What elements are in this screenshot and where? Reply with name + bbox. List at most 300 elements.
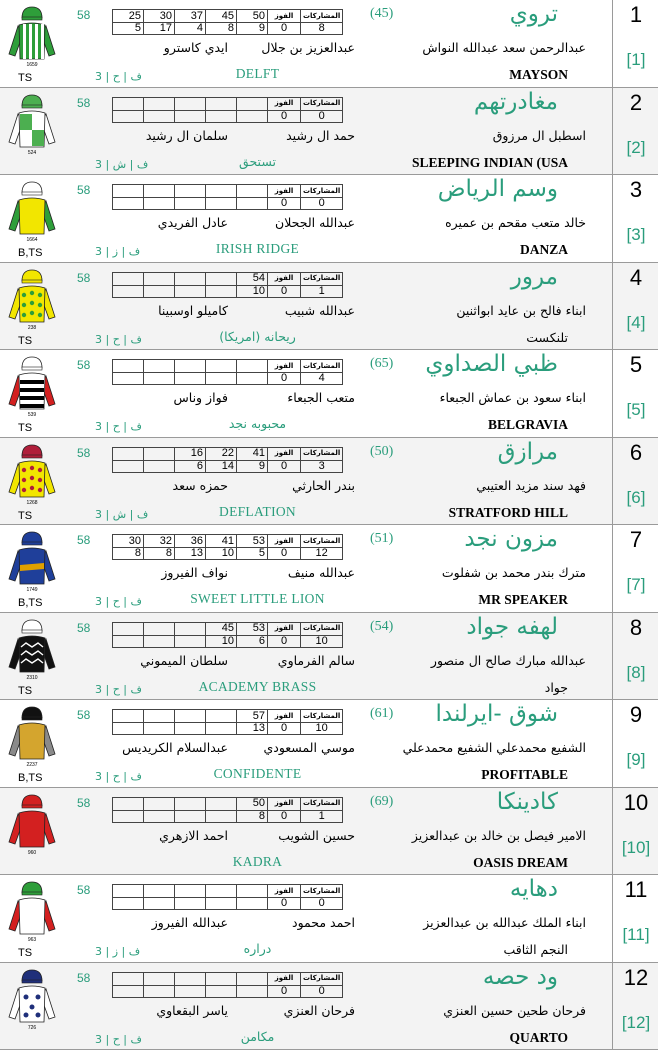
stats-cell: 0 — [268, 23, 301, 35]
weight-value: 58 — [77, 358, 91, 372]
horse-name[interactable]: مرازق — [497, 438, 558, 465]
stats-cell — [113, 972, 144, 985]
jockey-name: عبدالله الفيروز — [151, 915, 228, 930]
stats-cell: 10 — [206, 635, 237, 647]
stats-row-positions — [113, 548, 343, 560]
horse-flags: ف | ز | 3 — [95, 945, 141, 958]
stats-cell: 6 — [175, 460, 206, 472]
equipment-code: B,TS — [18, 772, 43, 784]
trainer-name: متعب الجبعاء — [287, 390, 355, 405]
jockey-name: حمزه سعد — [172, 477, 228, 493]
stats-wins-label: الفوز — [268, 360, 301, 373]
stats-cell: 17 — [144, 23, 175, 35]
stats-cell: 8 — [144, 548, 175, 560]
stats-cell: 0 — [301, 198, 343, 210]
stats-cell — [144, 360, 175, 373]
silk-code: 539 — [27, 412, 37, 418]
owner-name: مترك بندر محمد بن شفلوت — [441, 565, 586, 580]
stats-cell — [175, 272, 206, 285]
horse-rating: (61) — [370, 706, 394, 721]
owner-name: عبدالرحمن سعد عبدالله النواش — [422, 40, 586, 55]
column-divider — [612, 963, 613, 1050]
stats-row-positions — [113, 635, 343, 647]
trainer-name: حمد ال رشيد — [286, 127, 355, 143]
trainer-name: عبدالله منيف — [287, 565, 355, 580]
stats-row-ratings — [113, 622, 343, 635]
horse-rating: (65) — [370, 356, 394, 371]
stats-cell: 57 — [237, 710, 268, 723]
draw-number: [9] — [626, 750, 646, 769]
horse-flags: ف | ح | 3 — [95, 332, 142, 346]
form-stats-table — [112, 622, 343, 648]
stats-cell — [113, 723, 144, 735]
stats-cell — [113, 710, 144, 723]
stats-cell: 1 — [301, 285, 343, 297]
stats-cell — [144, 198, 175, 210]
stats-cell — [175, 373, 206, 385]
stats-cell: 4 — [301, 373, 343, 385]
equipment-code: TS — [18, 684, 33, 697]
stats-wins-label: الفوز — [268, 710, 301, 723]
draw-number: [11] — [622, 925, 650, 944]
runner-row[interactable] — [0, 875, 658, 963]
sire-name: النجم الثاقب — [503, 942, 568, 957]
weight-value: 58 — [77, 183, 91, 197]
weight-value: 58 — [77, 95, 91, 110]
dam-name: KADRA — [232, 853, 283, 869]
horse-rating: (45) — [370, 6, 394, 21]
horse-name[interactable]: وسم الرياض — [437, 176, 558, 202]
stats-cell — [144, 373, 175, 385]
runner-row[interactable] — [0, 438, 658, 526]
stats-row-ratings — [113, 10, 343, 23]
stats-cell — [237, 898, 268, 910]
jockey-silks-icon — [6, 617, 58, 681]
owner-name: ابناء سعود بن عماش الجبعاء — [439, 390, 586, 405]
stats-cell — [175, 885, 206, 898]
stats-cell — [206, 885, 237, 898]
stats-cell: 36 — [175, 535, 206, 548]
stats-runs-label: المشاركات — [301, 185, 343, 198]
stats-cell: 0 — [268, 723, 301, 735]
jockey-silks-icon — [6, 792, 58, 856]
draw-number: [12] — [621, 1012, 651, 1032]
stats-runs-label: المشاركات — [301, 10, 343, 23]
stats-row-ratings — [113, 272, 343, 285]
horse-number: 9 — [629, 702, 643, 727]
trainer-name: موسي المسعودي — [263, 740, 355, 755]
stats-runs-label: المشاركات — [301, 797, 343, 810]
stats-cell: 9 — [237, 23, 268, 35]
runner-row[interactable] — [0, 350, 658, 438]
silk-code: 960 — [27, 849, 37, 856]
jockey-name: سلمان ال رشيد — [145, 127, 228, 143]
stats-cell: 12 — [301, 548, 343, 560]
stats-cell: 1 — [301, 810, 343, 822]
stats-cell — [113, 110, 144, 122]
dam-name: SWEET LITTLE LION — [190, 591, 325, 606]
weight-value: 58 — [77, 795, 91, 810]
stats-row-positions — [113, 723, 343, 735]
stats-cell — [113, 898, 144, 910]
stats-row-ratings — [113, 447, 343, 460]
horse-rating: (50) — [370, 443, 394, 459]
sire-name: MAYSON — [509, 67, 568, 82]
owner-name: الامير فيصل بن خالد بن عبدالعزيز — [411, 827, 586, 843]
stats-runs-label: المشاركات — [301, 360, 343, 373]
silk-code: 238 — [27, 324, 37, 331]
stats-cell — [175, 985, 206, 997]
stats-cell — [113, 185, 144, 198]
dam-name: تستحق — [239, 153, 276, 169]
horse-name[interactable]: مرور — [510, 263, 558, 290]
horse-number: 8 — [629, 614, 643, 640]
horse-number: 5 — [629, 352, 643, 377]
weight-value: 58 — [77, 708, 91, 722]
stats-cell: 0 — [268, 198, 301, 210]
stats-cell — [206, 272, 237, 285]
stats-cell — [144, 885, 175, 898]
stats-cell: 50 — [237, 797, 268, 810]
silk-code: 2237 — [26, 762, 38, 768]
horse-name[interactable]: دهايه — [509, 876, 558, 902]
draw-number: [3] — [626, 225, 646, 244]
column-divider — [612, 525, 613, 612]
stats-cell — [113, 460, 144, 472]
silk-code: 963 — [27, 937, 37, 943]
column-divider — [612, 175, 613, 262]
stats-row-positions — [113, 198, 343, 210]
silk-code: 1268 — [26, 499, 38, 506]
stats-row-positions — [113, 460, 343, 472]
sire-name: DANZA — [519, 242, 568, 257]
stats-cell: 50 — [237, 10, 268, 23]
stats-cell — [206, 810, 237, 822]
silk-code: 1749 — [26, 587, 38, 593]
stats-cell — [206, 710, 237, 723]
stats-cell: 0 — [268, 898, 301, 910]
stats-cell — [144, 723, 175, 735]
stats-row-positions — [113, 285, 343, 297]
stats-row-positions — [113, 898, 343, 910]
silk-code: 1659 — [26, 62, 38, 68]
stats-cell: 0 — [268, 460, 301, 472]
horse-flags: ف | ح | 3 — [95, 770, 142, 783]
trainer-name: عبدالعزيز بن جلال — [261, 40, 355, 55]
stats-wins-label: الفوز — [268, 185, 301, 198]
form-stats-table — [112, 447, 343, 473]
stats-wins-label: الفوز — [268, 797, 301, 810]
stats-wins-label: الفوز — [268, 622, 301, 635]
stats-cell — [175, 110, 206, 122]
weight-value: 58 — [77, 533, 91, 547]
jockey-silks-icon — [6, 179, 58, 243]
stats-cell — [144, 460, 175, 472]
column-divider — [612, 263, 613, 350]
stats-cell — [175, 797, 206, 810]
form-stats-table — [112, 534, 343, 560]
stats-cell: 0 — [268, 548, 301, 560]
stats-row-positions — [113, 110, 343, 122]
stats-cell — [113, 985, 144, 997]
form-stats-table — [112, 972, 343, 998]
owner-name: ابناء فالح بن عايد ابواثنين — [456, 302, 586, 318]
dam-name: CONFIDENTE — [213, 766, 302, 781]
dam-name: DEFLATION — [219, 503, 296, 519]
stats-cell: 0 — [268, 635, 301, 647]
stats-cell — [206, 373, 237, 385]
owner-name: خالد متعب مقحم بن عميره — [445, 215, 586, 230]
owner-name: عبدالله مبارك صالح ال منصور — [430, 652, 586, 668]
stats-row-ratings — [113, 885, 343, 898]
horse-name[interactable]: مغادرتهم — [473, 88, 558, 115]
stats-cell: 10 — [301, 635, 343, 647]
jockey-name: كاميلو اوسبينا — [158, 302, 228, 318]
sire-name: جواد — [544, 679, 568, 695]
horse-name[interactable]: لهفه جواد — [466, 613, 558, 640]
equipment-code: B,TS — [18, 597, 43, 609]
stats-wins-label: الفوز — [268, 447, 301, 460]
stats-cell: 0 — [301, 985, 343, 997]
stats-cell: 45 — [206, 10, 237, 23]
horse-number: 4 — [629, 264, 643, 290]
owner-name: فرحان طحين حسين العنزي — [443, 1002, 586, 1018]
draw-number: [7] — [626, 575, 646, 594]
column-divider — [612, 613, 613, 700]
stats-cell: 30 — [144, 10, 175, 23]
stats-row-positions — [113, 373, 343, 385]
stats-cell — [237, 373, 268, 385]
stats-cell — [144, 972, 175, 985]
draw-number: [1] — [626, 50, 646, 69]
stats-cell: 37 — [175, 10, 206, 23]
stats-cell — [206, 898, 237, 910]
jockey-silks-icon — [6, 442, 58, 506]
stats-row-positions — [113, 810, 343, 822]
horse-name[interactable]: كادينكا — [496, 788, 558, 815]
stats-cell — [206, 110, 237, 122]
stats-cell: 8 — [301, 23, 343, 35]
sire-name: QUARTO — [509, 1029, 568, 1045]
stats-runs-label: المشاركات — [301, 535, 343, 548]
column-divider — [612, 700, 613, 787]
column-divider — [612, 350, 613, 437]
sire-name: PROFITABLE — [481, 767, 568, 782]
stats-cell — [237, 110, 268, 122]
form-stats-table — [112, 184, 343, 210]
stats-cell — [175, 360, 206, 373]
jockey-silks-icon — [6, 267, 58, 331]
form-stats-table — [112, 709, 343, 735]
horse-name[interactable]: شوق -ايرلندا — [435, 701, 558, 727]
dam-name: DELFT — [235, 66, 280, 81]
stats-cell — [144, 710, 175, 723]
stats-runs-label: المشاركات — [301, 710, 343, 723]
trainer-name: حسين الشويب — [278, 827, 355, 843]
horse-rating: (54) — [370, 618, 394, 634]
stats-row-ratings — [113, 360, 343, 373]
dam-name: ACADEMY BRASS — [198, 678, 317, 694]
sire-name: STRATFORD HILL — [448, 504, 568, 520]
dam-name: (ريحانه (امريكا — [219, 328, 296, 344]
trainer-name: احمد محمود — [292, 915, 355, 930]
runner-row[interactable] — [0, 788, 658, 876]
column-divider — [612, 438, 613, 525]
stats-cell: 0 — [268, 373, 301, 385]
jockey-name: عادل الفريدي — [157, 215, 228, 230]
runner-row[interactable] — [0, 525, 658, 613]
stats-cell — [175, 972, 206, 985]
stats-runs-label: المشاركات — [301, 885, 343, 898]
stats-wins-label: الفوز — [268, 972, 301, 985]
stats-cell — [206, 723, 237, 735]
equipment-code: TS — [18, 509, 33, 522]
stats-cell: 0 — [268, 810, 301, 822]
owner-name: اسطبل ال مرزوق — [492, 127, 586, 143]
stats-cell: 41 — [206, 535, 237, 548]
runner-row[interactable] — [0, 0, 658, 88]
weight-value: 58 — [77, 270, 91, 285]
stats-cell: 0 — [268, 985, 301, 997]
stats-cell — [144, 110, 175, 122]
weight-value: 58 — [77, 620, 91, 635]
stats-cell: 22 — [206, 447, 237, 460]
runner-row[interactable] — [0, 963, 658, 1051]
runner-row[interactable] — [0, 700, 658, 788]
horse-number: 7 — [629, 527, 643, 552]
stats-cell — [144, 622, 175, 635]
stats-cell — [175, 97, 206, 110]
horse-number: 12 — [623, 964, 649, 990]
stats-cell: 53 — [237, 535, 268, 548]
jockey-silks-icon — [6, 354, 58, 418]
stats-cell — [144, 272, 175, 285]
horse-name[interactable]: مزون نجد — [464, 526, 558, 552]
stats-cell: 10 — [206, 548, 237, 560]
horse-flags: ف | ح | 3 — [95, 595, 142, 608]
form-stats-table — [112, 272, 343, 298]
stats-cell — [144, 97, 175, 110]
horse-name[interactable]: ود حصه — [482, 963, 558, 990]
stats-cell — [175, 810, 206, 822]
form-stats-table — [112, 884, 343, 910]
draw-number: [6] — [626, 487, 646, 507]
horse-number: 11 — [624, 877, 648, 902]
column-divider — [612, 88, 613, 175]
stats-cell — [144, 635, 175, 647]
silk-code: 1664 — [26, 237, 38, 243]
stats-cell — [113, 97, 144, 110]
stats-cell — [144, 898, 175, 910]
draw-number: [4] — [626, 312, 646, 332]
stats-wins-label: الفوز — [268, 10, 301, 23]
stats-cell — [144, 185, 175, 198]
stats-cell — [206, 185, 237, 198]
draw-number: [8] — [626, 662, 646, 682]
stats-cell — [206, 985, 237, 997]
horse-name[interactable]: ظبي الصداوي — [425, 351, 558, 377]
silk-code: 524 — [27, 149, 37, 156]
draw-number: [5] — [626, 400, 646, 419]
stats-cell: 5 — [113, 23, 144, 35]
runner-row[interactable] — [0, 613, 658, 701]
horse-flags: ف | ح | 3 — [95, 70, 142, 83]
stats-cell: 0 — [301, 898, 343, 910]
stats-cell — [144, 285, 175, 297]
form-stats-table — [112, 97, 343, 123]
stats-row-positions — [113, 23, 343, 35]
stats-runs-label: المشاركات — [301, 972, 343, 985]
draw-number: [10] — [621, 837, 651, 857]
stats-cell: 0 — [268, 285, 301, 297]
stats-cell — [237, 985, 268, 997]
stats-row-ratings — [113, 797, 343, 810]
column-divider — [612, 875, 613, 962]
stats-cell: 0 — [301, 110, 343, 122]
stats-wins-label: الفوز — [268, 885, 301, 898]
stats-cell — [144, 810, 175, 822]
stats-cell — [113, 198, 144, 210]
trainer-name: فرحان العنزي — [283, 1002, 355, 1018]
stats-cell — [113, 885, 144, 898]
runner-row[interactable] — [0, 88, 658, 176]
jockey-silks-icon — [6, 967, 58, 1031]
sire-name: BELGRAVIA — [487, 417, 568, 432]
horse-flags: ف | ز | 3 — [95, 245, 141, 258]
stats-cell: 10 — [301, 723, 343, 735]
stats-cell: 53 — [237, 622, 268, 635]
stats-cell — [113, 810, 144, 822]
stats-cell — [175, 723, 206, 735]
weight-value: 58 — [77, 883, 91, 897]
horse-flags: ف | ش | 3 — [95, 507, 149, 521]
stats-cell: 6 — [237, 635, 268, 647]
stats-cell — [237, 972, 268, 985]
stats-cell — [175, 635, 206, 647]
stats-cell — [175, 710, 206, 723]
stats-cell — [237, 97, 268, 110]
stats-cell — [206, 360, 237, 373]
horse-number: 6 — [629, 439, 643, 465]
horse-name[interactable]: تروي — [509, 1, 558, 27]
horse-number: 10 — [623, 789, 649, 815]
stats-cell — [175, 185, 206, 198]
stats-cell — [113, 622, 144, 635]
jockey-name: نواف الفيروز — [161, 565, 228, 580]
stats-runs-label: المشاركات — [301, 97, 343, 110]
weight-value: 58 — [77, 445, 91, 460]
stats-wins-label: الفوز — [268, 535, 301, 548]
stats-cell: 8 — [237, 810, 268, 822]
stats-cell: 9 — [237, 460, 268, 472]
stats-cell: 13 — [237, 723, 268, 735]
stats-cell: 45 — [206, 622, 237, 635]
equipment-code: TS — [18, 334, 33, 347]
stats-cell — [113, 797, 144, 810]
runner-row[interactable] — [0, 175, 658, 263]
runner-row[interactable] — [0, 263, 658, 351]
stats-cell: 8 — [206, 23, 237, 35]
dam-name: دراره — [243, 941, 272, 956]
dam-name: مكامن — [240, 1028, 275, 1044]
equipment-code: B,TS — [18, 247, 43, 259]
jockey-silks-icon — [6, 879, 58, 943]
stats-cell — [206, 285, 237, 297]
stats-cell — [113, 447, 144, 460]
draw-number: [2] — [626, 137, 646, 157]
stats-cell: 41 — [237, 447, 268, 460]
stats-cell: 4 — [175, 23, 206, 35]
